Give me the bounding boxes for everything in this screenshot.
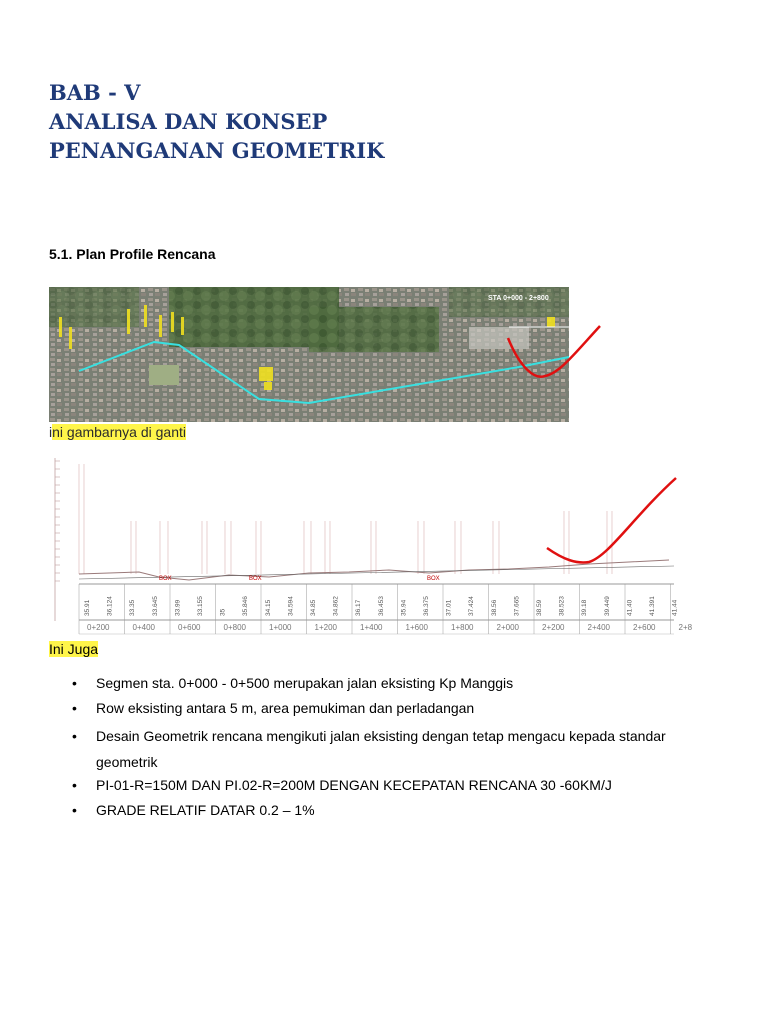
chapter-title-line-1: ANALISA DAN KONSEP [49, 109, 328, 134]
elevation-value: 41.391 [649, 596, 656, 616]
elevation-value: 34.15 [264, 599, 272, 616]
aerial-map-graphic [49, 287, 569, 422]
elevation-value: 37.665 [513, 596, 521, 616]
elevation-value: 39.449 [603, 596, 611, 616]
station-label: 2+200 [542, 623, 565, 632]
section-heading: 5.1. Plan Profile Rencana [49, 246, 216, 262]
station-label: 0+600 [178, 623, 201, 632]
elevation-value: 34.862 [332, 596, 340, 616]
station-label: 0+400 [132, 623, 155, 632]
elevation-value: 33.35 [129, 599, 137, 616]
image-replacement-note [49, 424, 186, 440]
elevation-value: 35.846 [242, 596, 250, 616]
list-item: • GRADE RELATIF DATAR 0.2 – 1% [50, 800, 690, 821]
elevation-value: 37.01 [445, 599, 453, 616]
elevation-value: 41.40 [626, 599, 634, 616]
chapter-number: BAB - V [49, 80, 141, 105]
station-label: 1+800 [451, 623, 474, 632]
elevation-value: 38.56 [490, 599, 498, 616]
station-label: 2+8 [678, 623, 693, 632]
note-highlight: ni gambarnya di ganti [52, 424, 186, 440]
note-prefix: i [49, 424, 53, 440]
box-label: BOX [159, 576, 172, 582]
station-label: 2+600 [633, 623, 656, 632]
aerial-plan-image [49, 287, 569, 422]
elevation-value: 33.645 [151, 596, 159, 616]
elevation-value: 39.18 [581, 599, 589, 616]
red-sketch-curve-profile [547, 478, 676, 562]
elevation-value: 36.453 [377, 596, 385, 616]
station-label: 0+800 [223, 623, 246, 632]
elevation-value: 35.94 [400, 599, 408, 616]
chapter-title-line-2: PENANGANAN GEOMETRIK [49, 138, 385, 163]
station-label: 1+200 [314, 623, 337, 632]
elevation-value: 38.59 [536, 599, 543, 616]
elevation-value: 34.594 [287, 596, 295, 616]
map-station-label: STA 0+000 - 2+800 [488, 295, 549, 302]
elevation-value: 36.124 [106, 596, 114, 616]
list-item: • Desain Geometrik rencana mengikuti jalan eksisting dengan tetap mengacu kepada standar geometrik [50, 723, 690, 775]
station-label: 2+000 [496, 623, 519, 632]
longitudinal-profile-drawing [49, 456, 693, 636]
red-sketch-curve-plan [500, 318, 610, 388]
chapter-title [49, 78, 384, 165]
elevation-value: 33.99 [174, 599, 182, 616]
elevation-value: 34.85 [310, 599, 317, 616]
list-item: • PI-01-R=150M DAN PI.02-R=200M DENGAN KECEPATAN RENCANA 30 -60KM/J [50, 775, 690, 796]
elevation-value: 36.17 [355, 599, 363, 616]
elevation-value: 38.523 [558, 596, 566, 616]
elevation-value: 33.155 [197, 596, 204, 616]
elevation-value: 37.424 [468, 596, 476, 616]
station-label: 1+600 [405, 623, 428, 632]
additional-note: Ini Juga [49, 641, 99, 657]
station-label: 0+200 [87, 623, 110, 632]
list-item: • Segmen sta. 0+000 - 0+500 merupakan jalan eksisting Kp Manggis [50, 673, 690, 694]
list-item: • Row eksisting antara 5 m, area pemukiman dan perladangan [50, 698, 690, 719]
box-label: BOX [249, 576, 262, 582]
elevation-value: 41.44 [671, 599, 679, 616]
elevation-value: 36.375 [423, 596, 430, 616]
design-notes-list [50, 673, 690, 825]
elevation-value: 35.91 [84, 599, 91, 616]
elevation-value: 35 [219, 608, 227, 616]
station-label: 1+400 [360, 623, 383, 632]
station-label: 1+000 [269, 623, 292, 632]
station-label: 2+400 [587, 623, 610, 632]
box-label: BOX [427, 576, 440, 582]
